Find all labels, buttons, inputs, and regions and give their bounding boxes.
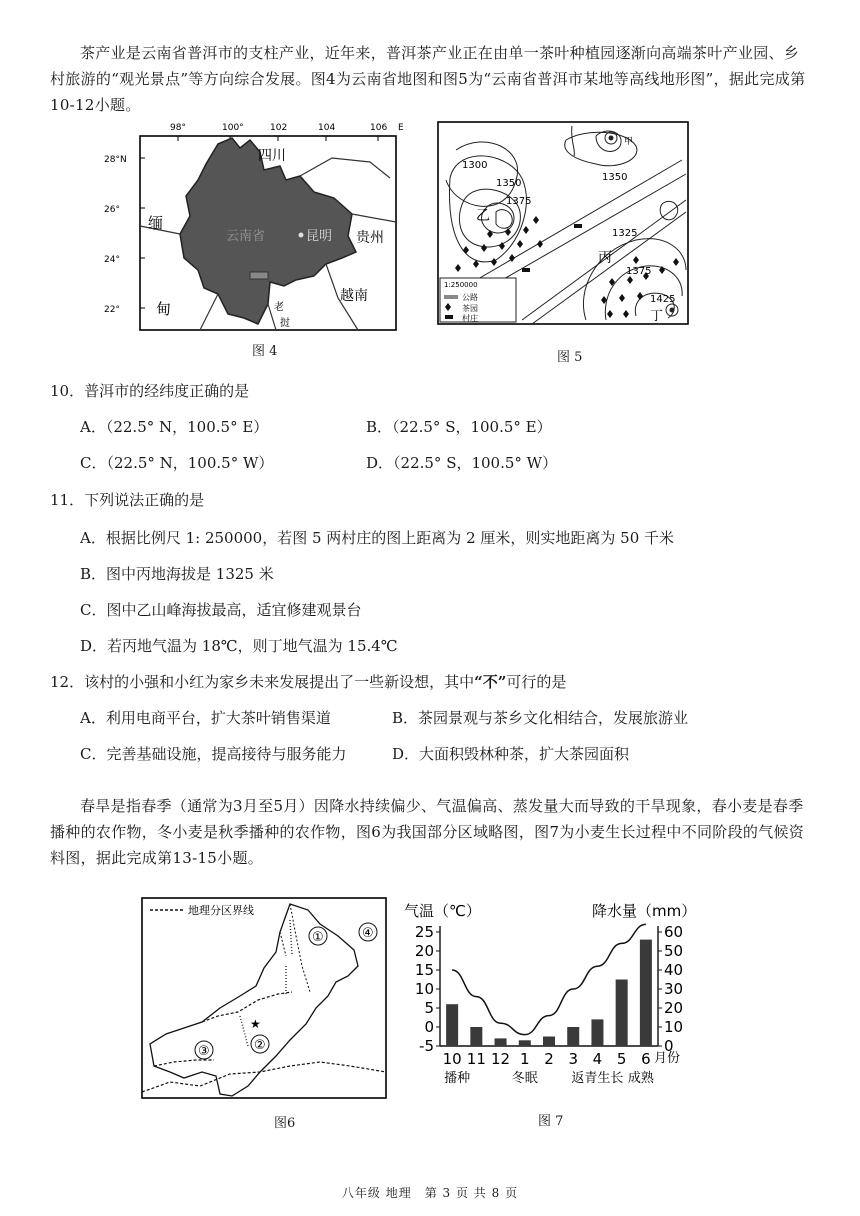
x-tick-label: 11: [466, 1050, 486, 1068]
y-left-tick-label: 25: [414, 923, 434, 941]
lon-unit-label: E: [398, 123, 404, 133]
question-11-stem: 11．下列说法正确的是: [50, 491, 205, 509]
label-sichuan: 四川: [258, 148, 286, 164]
y-left-tick-label: 0: [424, 1018, 434, 1036]
question-12-option-a: A．利用电商平台，扩大茶叶销售渠道: [80, 709, 331, 727]
star-marker: ★: [250, 1017, 261, 1031]
contour-label-1375-right: 1375: [626, 266, 652, 277]
y-left-tick-label: 10: [414, 980, 434, 998]
place-ding: 丁: [650, 309, 664, 324]
fig6-legend: 地理分区界线: [188, 904, 254, 917]
label-wo: 挝: [280, 318, 290, 329]
contour-label-1300: 1300: [462, 160, 488, 171]
place-yi: 乙: [476, 208, 490, 224]
figure-6-caption: 图6: [274, 1116, 296, 1131]
precipitation-bar: [567, 1027, 579, 1046]
place-jia: 甲: [624, 137, 634, 147]
contour-label-1350-right: 1350: [602, 172, 628, 183]
figure-6-region-map: [140, 896, 390, 1102]
lon-tick-label: 98°: [170, 123, 186, 133]
intro-paragraph-2: 春旱是指春季（通常为3月至5月）因降水持续偏少、气温偏高、蒸发量大而导致的干旱现象，春小麦是春季播种的农作物，冬小麦是秋季播种的农作物，图6为我国部分区域略图，图7为小麦生长过程中不同阶段的气候资料图，据此完成第13-15小题。: [50, 797, 805, 867]
question-12-option-b: B．茶园景观与茶乡文化相结合，发展旅游业: [392, 709, 689, 727]
contour-label-1350-left: 1350: [496, 178, 522, 189]
contour-label-1325: 1325: [612, 228, 638, 239]
precipitation-bar: [616, 980, 628, 1047]
question-12-option-c: C．完善基础设施，提高接待与服务能力: [80, 745, 347, 763]
lat-tick-label: 22°: [104, 305, 120, 315]
lon-tick-label: 104: [318, 123, 336, 133]
question-10-stem: 10．普洱市的经纬度正确的是: [50, 382, 250, 400]
x-tick-label: 5: [616, 1050, 627, 1068]
label-yuenan: 越南: [340, 288, 368, 304]
place-bing: 丙: [598, 250, 612, 266]
precipitation-bar: [591, 1019, 603, 1046]
y-right-tick-label: 50: [664, 942, 684, 960]
legend-scale: 1:250000: [444, 281, 478, 289]
question-10-option-c: C．（22.5° N，100.5° W）: [80, 454, 274, 472]
y-right-tick-label: 10: [664, 1018, 684, 1036]
region-2: ②: [254, 1038, 266, 1053]
legend-village: 村庄: [462, 314, 478, 323]
x-tick-label: 10: [442, 1050, 462, 1068]
chart-ylabel-left: 气温（℃）: [404, 902, 481, 920]
lat-tick-label: 24°: [104, 255, 120, 265]
precipitation-bar: [495, 1038, 507, 1046]
lat-tick-label: 28°N: [104, 155, 127, 165]
intro-paragraph-1: 茶产业是云南省普洱市的支柱产业，近年来，普洱茶产业正在由单一茶叶种植园逐渐向高端茶叶产业园、乡村旅游的“观光景点”等方向综合发展。图4为云南省地图和图5为“云南省普洱市某地等高线地形图”，据此完成第10-12小题。: [50, 44, 806, 114]
question-10-option-a: A．（22.5° N，100.5° E）: [80, 418, 269, 436]
y-right-tick-label: 20: [664, 999, 684, 1017]
page-footer: 八年级 地理 第 3 页 共 8 页: [341, 1186, 519, 1200]
x-tick-label: 12: [491, 1050, 511, 1068]
question-11-option-c: C．图中乙山峰海拔最高，适宜修建观景台: [80, 601, 362, 619]
x-tick-label: 1: [520, 1050, 530, 1068]
lon-tick-label: 106: [370, 123, 388, 133]
question-12-option-d: D．大面积毁林种茶，扩大茶园面积: [392, 745, 630, 763]
lat-tick-label: 26°: [104, 205, 120, 215]
precipitation-bar: [640, 940, 652, 1046]
legend-tea: 茶园: [462, 304, 478, 313]
label-kunming: 昆明: [306, 229, 333, 244]
stage-label: 成熟: [627, 1071, 654, 1086]
precipitation-bar: [519, 1040, 531, 1046]
x-tick-label: 4: [592, 1050, 603, 1068]
lon-tick-label: 100°: [222, 123, 244, 133]
chart-x-unit: 月份: [654, 1051, 681, 1066]
y-left-tick-label: 5: [424, 999, 434, 1017]
y-left-tick-label: 15: [414, 961, 434, 979]
question-10-option-d: D．（22.5° S，100.5° W）: [366, 454, 558, 472]
kunming-marker: [299, 233, 304, 238]
legend-road: 公路: [462, 293, 478, 302]
y-left-tick-label: 20: [414, 942, 434, 960]
figure-5-contour-map: [436, 120, 692, 328]
chart-ylabel-right: 降水量（mm）: [592, 902, 697, 920]
y-left-tick-label: -5: [419, 1037, 434, 1055]
label-lao: 老: [274, 302, 284, 313]
question-12-emphasis: “不”: [474, 673, 507, 691]
precipitation-bar: [543, 1037, 555, 1047]
figure-7-caption: 图 7: [538, 1114, 564, 1129]
label-guizhou: 贵州: [356, 230, 384, 246]
figure-4-caption: 图 4: [252, 344, 278, 359]
y-right-tick-label: 60: [664, 923, 684, 941]
region-3: ③: [198, 1044, 210, 1059]
region-4: ④: [362, 926, 374, 941]
contour-label-1425: 1425: [650, 294, 676, 305]
contour-label-1375-left: 1375: [506, 196, 532, 207]
stage-label: 返青生长: [571, 1071, 624, 1086]
precipitation-bar: [446, 1004, 458, 1046]
lon-tick-label: 102: [270, 123, 288, 133]
region-1: ①: [312, 930, 324, 945]
x-tick-label: 6: [641, 1050, 651, 1068]
figure-4-yunnan-map: [100, 118, 410, 340]
x-tick-label: 2: [544, 1050, 554, 1068]
y-right-tick-label: 40: [664, 961, 684, 979]
stage-label: 播种: [444, 1071, 471, 1086]
question-11-option-d: D．若丙地气温为 18℃，则丁地气温为 15.4℃: [80, 637, 398, 655]
x-tick-label: 3: [568, 1050, 578, 1068]
label-mian: 缅: [148, 214, 164, 232]
y-right-tick-label: 30: [664, 980, 684, 998]
question-12-stem: 12．该村的小强和小红为家乡未来发展提出了一些新设想，其中“不”可行的是: [50, 673, 567, 691]
label-dian: 甸: [156, 300, 172, 318]
stage-label: 冬眠: [511, 1071, 538, 1086]
figure-7-climate-chart: [400, 896, 710, 1104]
precipitation-bar: [470, 1027, 482, 1046]
question-11-option-a: A．根据比例尺 1: 250000，若图 5 两村庄的图上距离为 2 厘米，则实地距离为 50 千米: [80, 529, 675, 547]
label-yunnan: 云南省: [226, 229, 266, 244]
question-10-option-b: B．（22.5° S，100.5° E）: [366, 418, 552, 436]
question-11-option-b: B．图中丙地海拔是 1325 米: [80, 565, 274, 583]
figure-5-caption: 图 5: [557, 350, 583, 365]
puer-marker: [250, 272, 268, 279]
y-right-tick-label: 0: [664, 1037, 674, 1055]
